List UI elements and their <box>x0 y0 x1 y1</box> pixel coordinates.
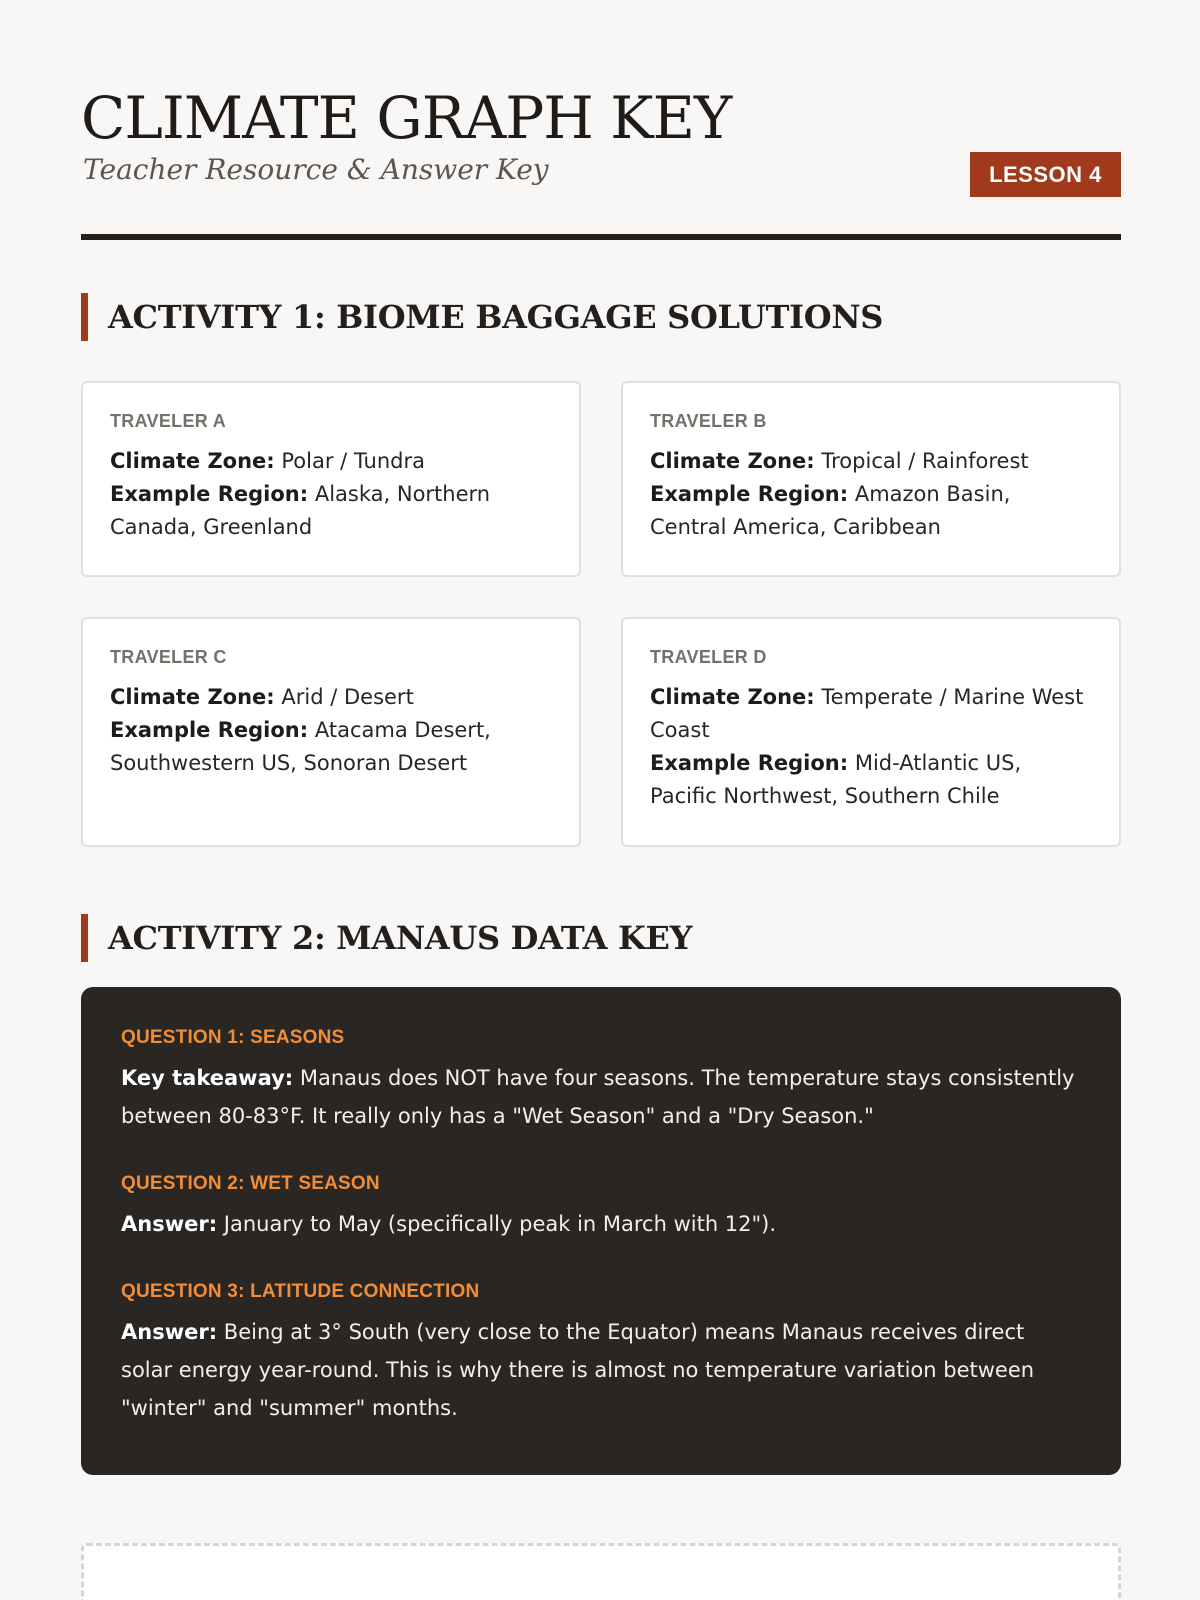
climate-zone-value: Arid / Desert <box>281 685 414 709</box>
traveler-card-d <box>621 617 1121 847</box>
climate-zone-value: Tropical / Rainforest <box>821 449 1029 473</box>
activity-1-heading-text: ACTIVITY 1: BIOME BAGGAGE SOLUTIONS <box>108 298 884 336</box>
traveler-label: TRAVELER D <box>650 647 767 667</box>
example-region-value: Atacama Desert, Southwestern US, Sonoran Desert <box>110 718 491 775</box>
climate-zone-label: Climate Zone: <box>650 449 815 473</box>
heading-accent-bar <box>81 914 88 962</box>
example-region-line <box>110 478 553 544</box>
answer-lead: Answer: <box>121 1212 218 1236</box>
question-label: QUESTION 1: SEASONS <box>121 1027 345 1048</box>
question-block-2 <box>121 1171 1081 1243</box>
climate-zone-line <box>110 681 553 714</box>
lesson-badge: LESSON 4 <box>970 152 1121 197</box>
question-answer <box>121 1059 1081 1135</box>
activity-2-heading-text: ACTIVITY 2: MANAUS DATA KEY <box>108 919 693 957</box>
example-region-line <box>650 478 1093 544</box>
page-header <box>81 82 1121 242</box>
example-region-line <box>110 714 553 780</box>
question-label: QUESTION 3: LATITUDE CONNECTION <box>121 1281 480 1302</box>
answer-lead: Answer: <box>121 1320 218 1344</box>
traveler-label: TRAVELER B <box>650 411 767 431</box>
question-block-3 <box>121 1279 1081 1427</box>
question-answer <box>121 1313 1081 1427</box>
traveler-card-c <box>81 617 581 847</box>
traveler-label: TRAVELER A <box>110 411 227 431</box>
answer-text: Being at 3° South (very close to the Equator) means Manaus receives direct solar energy year-round. This is why there is almost no temperature variation between "winter" and "summer" months. <box>121 1320 1035 1420</box>
dashed-notes-box <box>81 1543 1121 1600</box>
activity-2-heading <box>81 914 1121 962</box>
answer-text: Manaus does NOT have four seasons. The temperature stays consistently between 80-83°F. It really only has a "Wet Season" and a "Dry Season." <box>121 1066 1075 1128</box>
page-subtitle: Teacher Resource & Answer Key <box>83 153 549 186</box>
example-region-label: Example Region: <box>110 482 309 506</box>
question-answer <box>121 1205 1081 1243</box>
example-region-line <box>650 747 1093 813</box>
example-region-label: Example Region: <box>110 718 309 742</box>
example-region-label: Example Region: <box>650 751 849 775</box>
page-title: CLIMATE GRAPH KEY <box>81 84 732 152</box>
traveler-card-b <box>621 381 1121 577</box>
traveler-label: TRAVELER C <box>110 647 227 667</box>
question-label: QUESTION 2: WET SEASON <box>121 1173 380 1194</box>
climate-zone-value: Temperate / Marine West Coast <box>650 685 1084 742</box>
climate-zone-value: Polar / Tundra <box>281 449 426 473</box>
answer-key-panel <box>81 987 1121 1475</box>
climate-zone-label: Climate Zone: <box>650 685 815 709</box>
climate-zone-line <box>110 445 553 478</box>
heading-accent-bar <box>81 293 88 341</box>
activity-1-heading <box>81 293 1121 341</box>
question-block-1 <box>121 1025 1081 1135</box>
climate-zone-line <box>650 445 1093 478</box>
answer-text: January to May (specifically peak in March with 12"). <box>223 1212 777 1236</box>
example-region-value: Mid-Atlantic US, Pacific Northwest, Southern Chile <box>650 751 1022 808</box>
example-region-value: Amazon Basin, Central America, Caribbean <box>650 482 1011 539</box>
example-region-value: Alaska, Northern Canada, Greenland <box>110 482 491 539</box>
header-divider <box>81 234 1121 240</box>
worksheet-page <box>81 0 1121 1600</box>
example-region-label: Example Region: <box>650 482 849 506</box>
answer-lead: Key takeaway: <box>121 1066 294 1090</box>
climate-zone-label: Climate Zone: <box>110 449 275 473</box>
climate-zone-line <box>650 681 1093 747</box>
climate-zone-label: Climate Zone: <box>110 685 275 709</box>
traveler-card-a <box>81 381 581 577</box>
